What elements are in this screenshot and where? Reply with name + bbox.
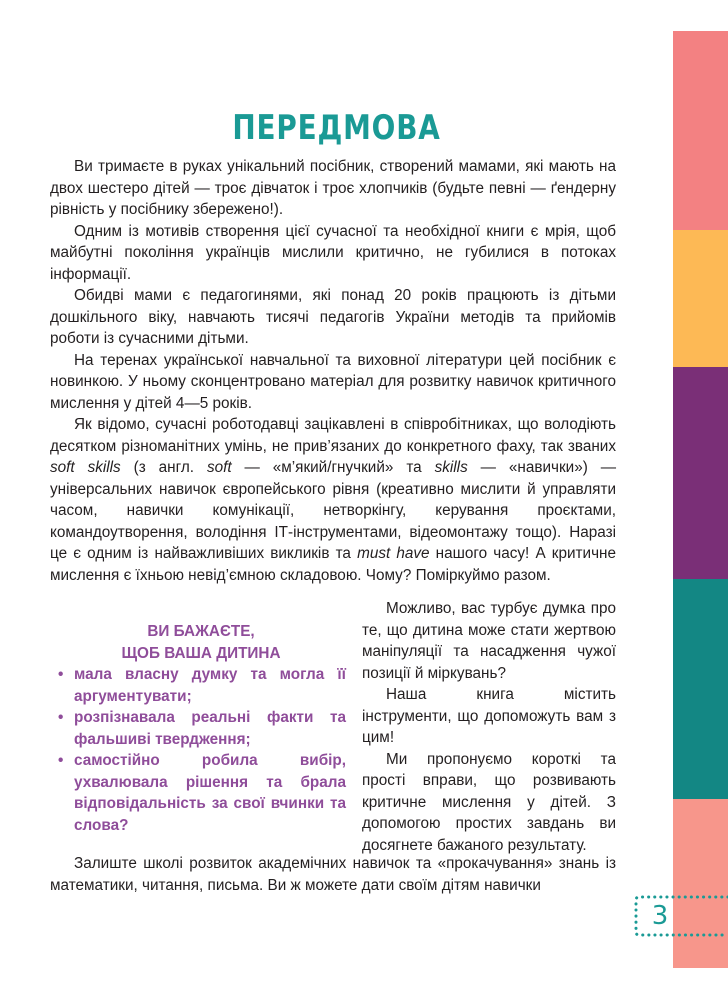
p5-text-d: — «навички») — універсальних навичок європейського рівня (креативно мислити й управляти часом, навички комунікації, нетворкінгу, керування проєктами, командоутворення, володіння ІТ-інструментами, відеомонтажу тощо). Наразі це є одним із найважливіших викликів та [50, 459, 617, 562]
wishes-list [56, 664, 346, 836]
box-heading-line-1: ВИ БАЖАЄТЕ, [147, 623, 255, 640]
list-item: • розпізнавала реальні факти та фальшиві твердження; [56, 707, 346, 750]
wishes-box [56, 621, 346, 836]
soft-term: soft [206, 459, 232, 476]
list-item: • мала власну думку та могла її аргументувати; [56, 664, 346, 707]
bottom-text [50, 853, 616, 896]
paragraph-5 [50, 414, 616, 586]
soft-skills-term: soft skills [50, 459, 121, 476]
paragraph-2: Одним із мотивів створення цієї сучасної та необхідної книги є мрія, щоб майбутні покоління українців мислили критично, не губилися в потоках інформації. [50, 222, 616, 283]
box-heading-line-2: ЩОБ ВАША ДИТИНА [121, 644, 281, 662]
right-paragraph-3: Ми пропонуємо короткі та прості вправи, що розвивають критичне мислення у дітей. З допомогою простих завдань ви досягнете бажаного результату. [362, 750, 616, 854]
stripe-pink [673, 31, 728, 230]
stripe-teal [673, 579, 728, 799]
bottom-paragraph: Залиште школі розвиток академічних навичок та «прокачування» знань із математики, читання, письма. Ви ж можете дати своїм дітям навички [50, 855, 616, 894]
page-title: ПЕРЕДМОВА [232, 108, 441, 148]
right-paragraph-2: Наша книга містить інструменти, що допоможуть вам з цим! [362, 686, 616, 746]
right-paragraph-1: Можливо, вас турбує думка про те, що дитина може стати жертвою маніпуляції та насадження чужої позиції й міркувань? [362, 600, 616, 682]
p5-text-a: Як відомо, сучасні роботодавці зацікавлені в співробітниках, що володіють десятком різноманітних умінь, не прив’язаних до конкретного фаху, так званих [50, 416, 616, 455]
p5-text-c: — «м’який/гнучкий» та [231, 459, 435, 476]
must-have-term: must have [357, 545, 430, 562]
stripe-salmon [673, 799, 728, 968]
right-column [362, 598, 616, 856]
paragraph-4: На теренах української навчальної та виховної літератури цей посібник є новинкою. У ньому сконцентровано матеріал для розвитку навичок критичного мислення у дітей 4—5 років. [50, 351, 616, 412]
page-number: 3 [651, 901, 669, 931]
skills-term: skills [434, 459, 468, 476]
p5-text-b: (з англ. [120, 459, 207, 476]
intro-text [50, 156, 616, 586]
paragraph-1: Ви тримаєте в руках унікальний посібник, створений мамами, які мають на двох шестеро дітей — троє дівчаток і троє хлопчиків (будьте певні — ґендерну рівність у посібнику збережено!). [50, 158, 616, 218]
list-item: • самостійно робила вибір, ухвалювала рішення та брала відповідальність за свої вчинки та слова? [56, 750, 346, 836]
stripe-purple [673, 367, 728, 579]
paragraph-3: Обидві мами є педагогинями, які понад 20 років працюють із дітьми дошкільного віку, навчають тисячі педагогів України методів та прийомів роботи із сучасними дітьми. [50, 287, 616, 347]
p5-text-e: нашого часу! А критичне мислення є їхньою невід’ємною складовою. Чому? Поміркуймо разом. [50, 545, 616, 584]
stripe-orange [673, 230, 728, 367]
